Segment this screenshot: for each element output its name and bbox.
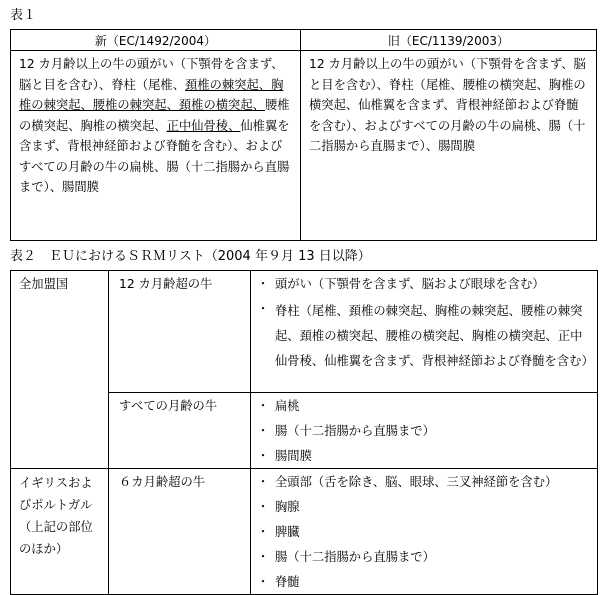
list-item	[251, 421, 593, 441]
table1-new-segment-underlined: 頚椎の棘突起、胸椎の棘突起、腰椎の棘突起、頚椎の横突起、	[19, 77, 284, 112]
list-item	[251, 497, 593, 517]
item-text: 胸腺	[275, 500, 300, 514]
table1-header-old: 旧（EC/1139/2003）	[301, 30, 597, 51]
table2-age-over-12-months: 12 カ月齢超の牛	[109, 271, 251, 393]
bullet: ・	[256, 475, 270, 489]
table1-old-cell: 12 カ月齢以上の牛の頭がい（下顎骨を含まず、脳と目を含む）、脊柱（尾椎、腰椎の横突起、胸椎の横突起、仙椎翼を含まず、背根神経節および脊髄を含む）、およびすべての月齢の牛の扁桃、腸（十二指腸から直腸まで）、腸間膜	[301, 51, 597, 241]
list-item	[251, 572, 593, 592]
item-text: 腸間膜	[275, 449, 312, 463]
list-item	[251, 472, 593, 492]
item-text: 頭がい（下顎骨を含まず、脳および眼球を含む）	[275, 277, 545, 291]
table2-items-b	[251, 393, 598, 469]
item-text: 扁桃	[275, 399, 300, 413]
table1-new-segment: 腰椎の横突起、胸椎の横突起、	[19, 98, 290, 133]
item-text: 脊髄	[275, 575, 300, 589]
table2-caption: 表２ ＥＵにおけるＳＲＭリスト（2004 年９月 13 日以降）	[10, 249, 371, 264]
bullet: ・	[256, 277, 270, 291]
table1-header-new: 新（EC/1492/2004）	[11, 30, 301, 51]
table2-region-uk-portugal: イギリスおよびポルトガル（上記の部位のほか）	[11, 469, 109, 595]
bullet: ・	[256, 575, 270, 589]
bullet: ・	[256, 424, 270, 438]
item-text: 脾臓	[275, 525, 300, 539]
table2-age-all-months: すべての月齢の牛	[109, 393, 251, 469]
list-item	[251, 299, 593, 374]
list-item	[251, 522, 593, 542]
table1-caption: 表１	[10, 8, 37, 23]
table1	[10, 29, 597, 241]
table1-new-segment: 12 カ月齢以上の牛の頭がい（下顎骨を含まず、脳と目を含む）、脊柱（尾椎、	[19, 57, 284, 92]
table1-new-cell	[11, 51, 301, 241]
item-text: 腸（十二指腸から直腸まで）	[275, 550, 435, 564]
list-item	[251, 446, 593, 466]
list-item	[251, 274, 593, 294]
table2	[10, 270, 598, 595]
table2-items-uk	[251, 469, 598, 595]
item-text: 脊柱（尾椎、頚椎の棘突起、胸椎の棘突起、腰椎の棘突起、頚椎の横突起、腰椎の横突起、胸椎の横突起、正中仙骨稜、仙椎翼を含まず、背根神経節および脊髄を含む）	[275, 304, 594, 368]
bullet: ・	[256, 550, 270, 564]
bullet: ・	[256, 302, 270, 316]
list-item	[251, 547, 593, 567]
table2-region-all-members: 全加盟国	[11, 271, 109, 469]
table2-items-a	[251, 271, 598, 393]
list-item	[251, 396, 593, 416]
table1-new-segment: 仙椎翼を含まず、背根神経節および脊髄を含む）、およびすべての月齢の牛の扁桃、腸（十二指腸から直腸まで）、腸間膜	[19, 118, 290, 194]
table2-age-over-6-months: ６カ月齢超の牛	[109, 469, 251, 595]
bullet: ・	[256, 449, 270, 463]
bullet: ・	[256, 500, 270, 514]
bullet: ・	[256, 525, 270, 539]
table1-new-segment-underlined: 正中仙骨稜、	[166, 118, 241, 133]
item-text: 全頭部（舌を除き、脳、眼球、三叉神経節を含む）	[275, 475, 558, 489]
bullet: ・	[256, 399, 270, 413]
item-text: 腸（十二指腸から直腸まで）	[275, 424, 435, 438]
